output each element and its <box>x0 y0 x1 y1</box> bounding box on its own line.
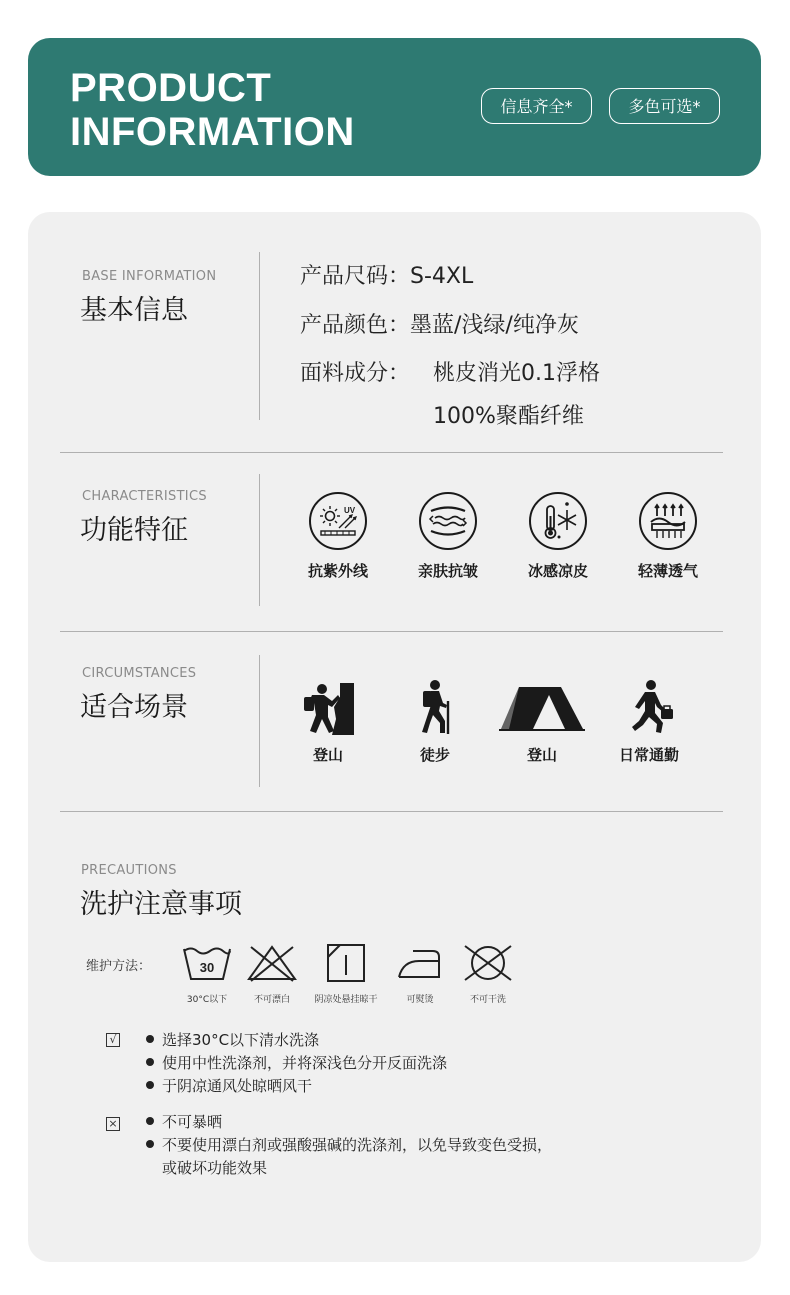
care-wash-30 <box>171 942 243 1005</box>
svg-text:UV: UV <box>344 506 356 515</box>
scene-climbing <box>278 678 378 765</box>
feature-skin <box>398 492 498 581</box>
scene-camping <box>492 678 592 765</box>
feature-uv <box>288 492 388 581</box>
base-info-en: BASE INFORMATION <box>82 269 217 284</box>
spec-fabric-2: 100%聚酯纤维 <box>433 404 584 429</box>
care-no-bleach <box>236 942 308 1005</box>
no-bleach-icon <box>236 942 308 984</box>
header-banner <box>28 38 761 176</box>
characteristics-title: 功能特征 <box>80 515 188 546</box>
pill-multi-color: 多色可选* <box>609 88 720 124</box>
care-line-dry <box>310 942 382 1005</box>
feature-label: 抗紫外线 <box>307 562 368 580</box>
feature-cool <box>508 492 608 581</box>
care-caption: 不可漂白 <box>253 995 290 1005</box>
uv-protection-icon <box>309 492 367 550</box>
spec-fabric-1: 桃皮消光0.1浮格 <box>433 361 600 386</box>
care-dont-item: 不可暴晒 <box>146 1111 222 1133</box>
scene-commute <box>599 678 699 765</box>
care-do-item: 使用中性洗涤剂，并将深浅色分开反面洗涤 <box>146 1052 447 1074</box>
header-title <box>70 66 355 154</box>
header-title-line1: PRODUCT <box>70 66 272 110</box>
feature-label: 冰感凉皮 <box>527 562 588 580</box>
svg-text:30: 30 <box>199 960 215 975</box>
base-info-title: 基本信息 <box>80 295 188 326</box>
scene-label: 登山 <box>312 746 343 764</box>
circumstances-title: 适合场景 <box>80 692 188 723</box>
checkbox-do-icon: √ <box>106 1033 120 1047</box>
breathable-icon <box>639 492 697 550</box>
care-dont-item-continued: 或破坏功能效果 <box>162 1159 268 1177</box>
care-do-item: 选择30°C以下清水洗涤 <box>146 1029 319 1051</box>
climbing-icon <box>278 678 378 736</box>
cooling-icon <box>529 492 587 550</box>
scene-hiking <box>385 678 485 765</box>
divider-horizontal <box>60 631 723 632</box>
wash-30-icon <box>171 942 243 984</box>
divider-horizontal <box>60 452 723 453</box>
spec-color: 产品颜色：墨蓝/浅绿/纯净灰 <box>300 313 579 338</box>
circumstances-en: CIRCUMSTANCES <box>82 666 197 681</box>
scene-label: 登山 <box>526 746 557 764</box>
scene-label: 徒步 <box>419 746 450 764</box>
care-iron <box>384 942 456 1005</box>
precautions-title: 洗护注意事项 <box>80 889 242 920</box>
header-title-line2: INFORMATION <box>70 110 355 154</box>
divider-horizontal <box>60 811 723 812</box>
care-caption: 可熨烫 <box>406 995 434 1005</box>
wrinkle-resistant-icon <box>419 492 477 550</box>
commute-icon <box>599 678 699 736</box>
care-caption: 阴凉处悬挂晾干 <box>314 995 378 1005</box>
line-dry-shade-icon <box>310 942 382 984</box>
care-no-dry-clean <box>452 942 524 1005</box>
tent-icon <box>492 678 592 736</box>
pill-full-info: 信息齐全* <box>481 88 592 124</box>
divider-vertical <box>259 474 260 606</box>
care-dont-item: 不要使用漂白剂或强酸强碱的洗涤剂，以免导致变色受损， <box>146 1134 552 1156</box>
hiking-icon <box>385 678 485 736</box>
scene-label: 日常通勤 <box>618 746 679 764</box>
feature-label: 轻薄透气 <box>637 562 698 580</box>
care-do-item: 于阴凉通风处晾晒风干 <box>146 1075 312 1097</box>
divider-vertical <box>259 252 260 420</box>
divider-vertical <box>259 655 260 787</box>
care-caption: 30°C以下 <box>186 995 228 1005</box>
care-method-label: 维护方法： <box>86 959 152 974</box>
feature-breathable <box>618 492 718 581</box>
spec-fabric-label: 面料成分： <box>300 361 411 386</box>
checkbox-dont-icon: × <box>106 1117 120 1131</box>
iron-icon <box>384 942 456 984</box>
care-caption: 不可干洗 <box>469 995 506 1005</box>
feature-label: 亲肤抗皱 <box>417 562 478 580</box>
characteristics-en: CHARACTERISTICS <box>82 489 207 504</box>
no-dry-clean-icon <box>452 942 524 984</box>
precautions-en: PRECAUTIONS <box>81 863 177 878</box>
spec-size: 产品尺码：S-4XL <box>300 264 474 289</box>
